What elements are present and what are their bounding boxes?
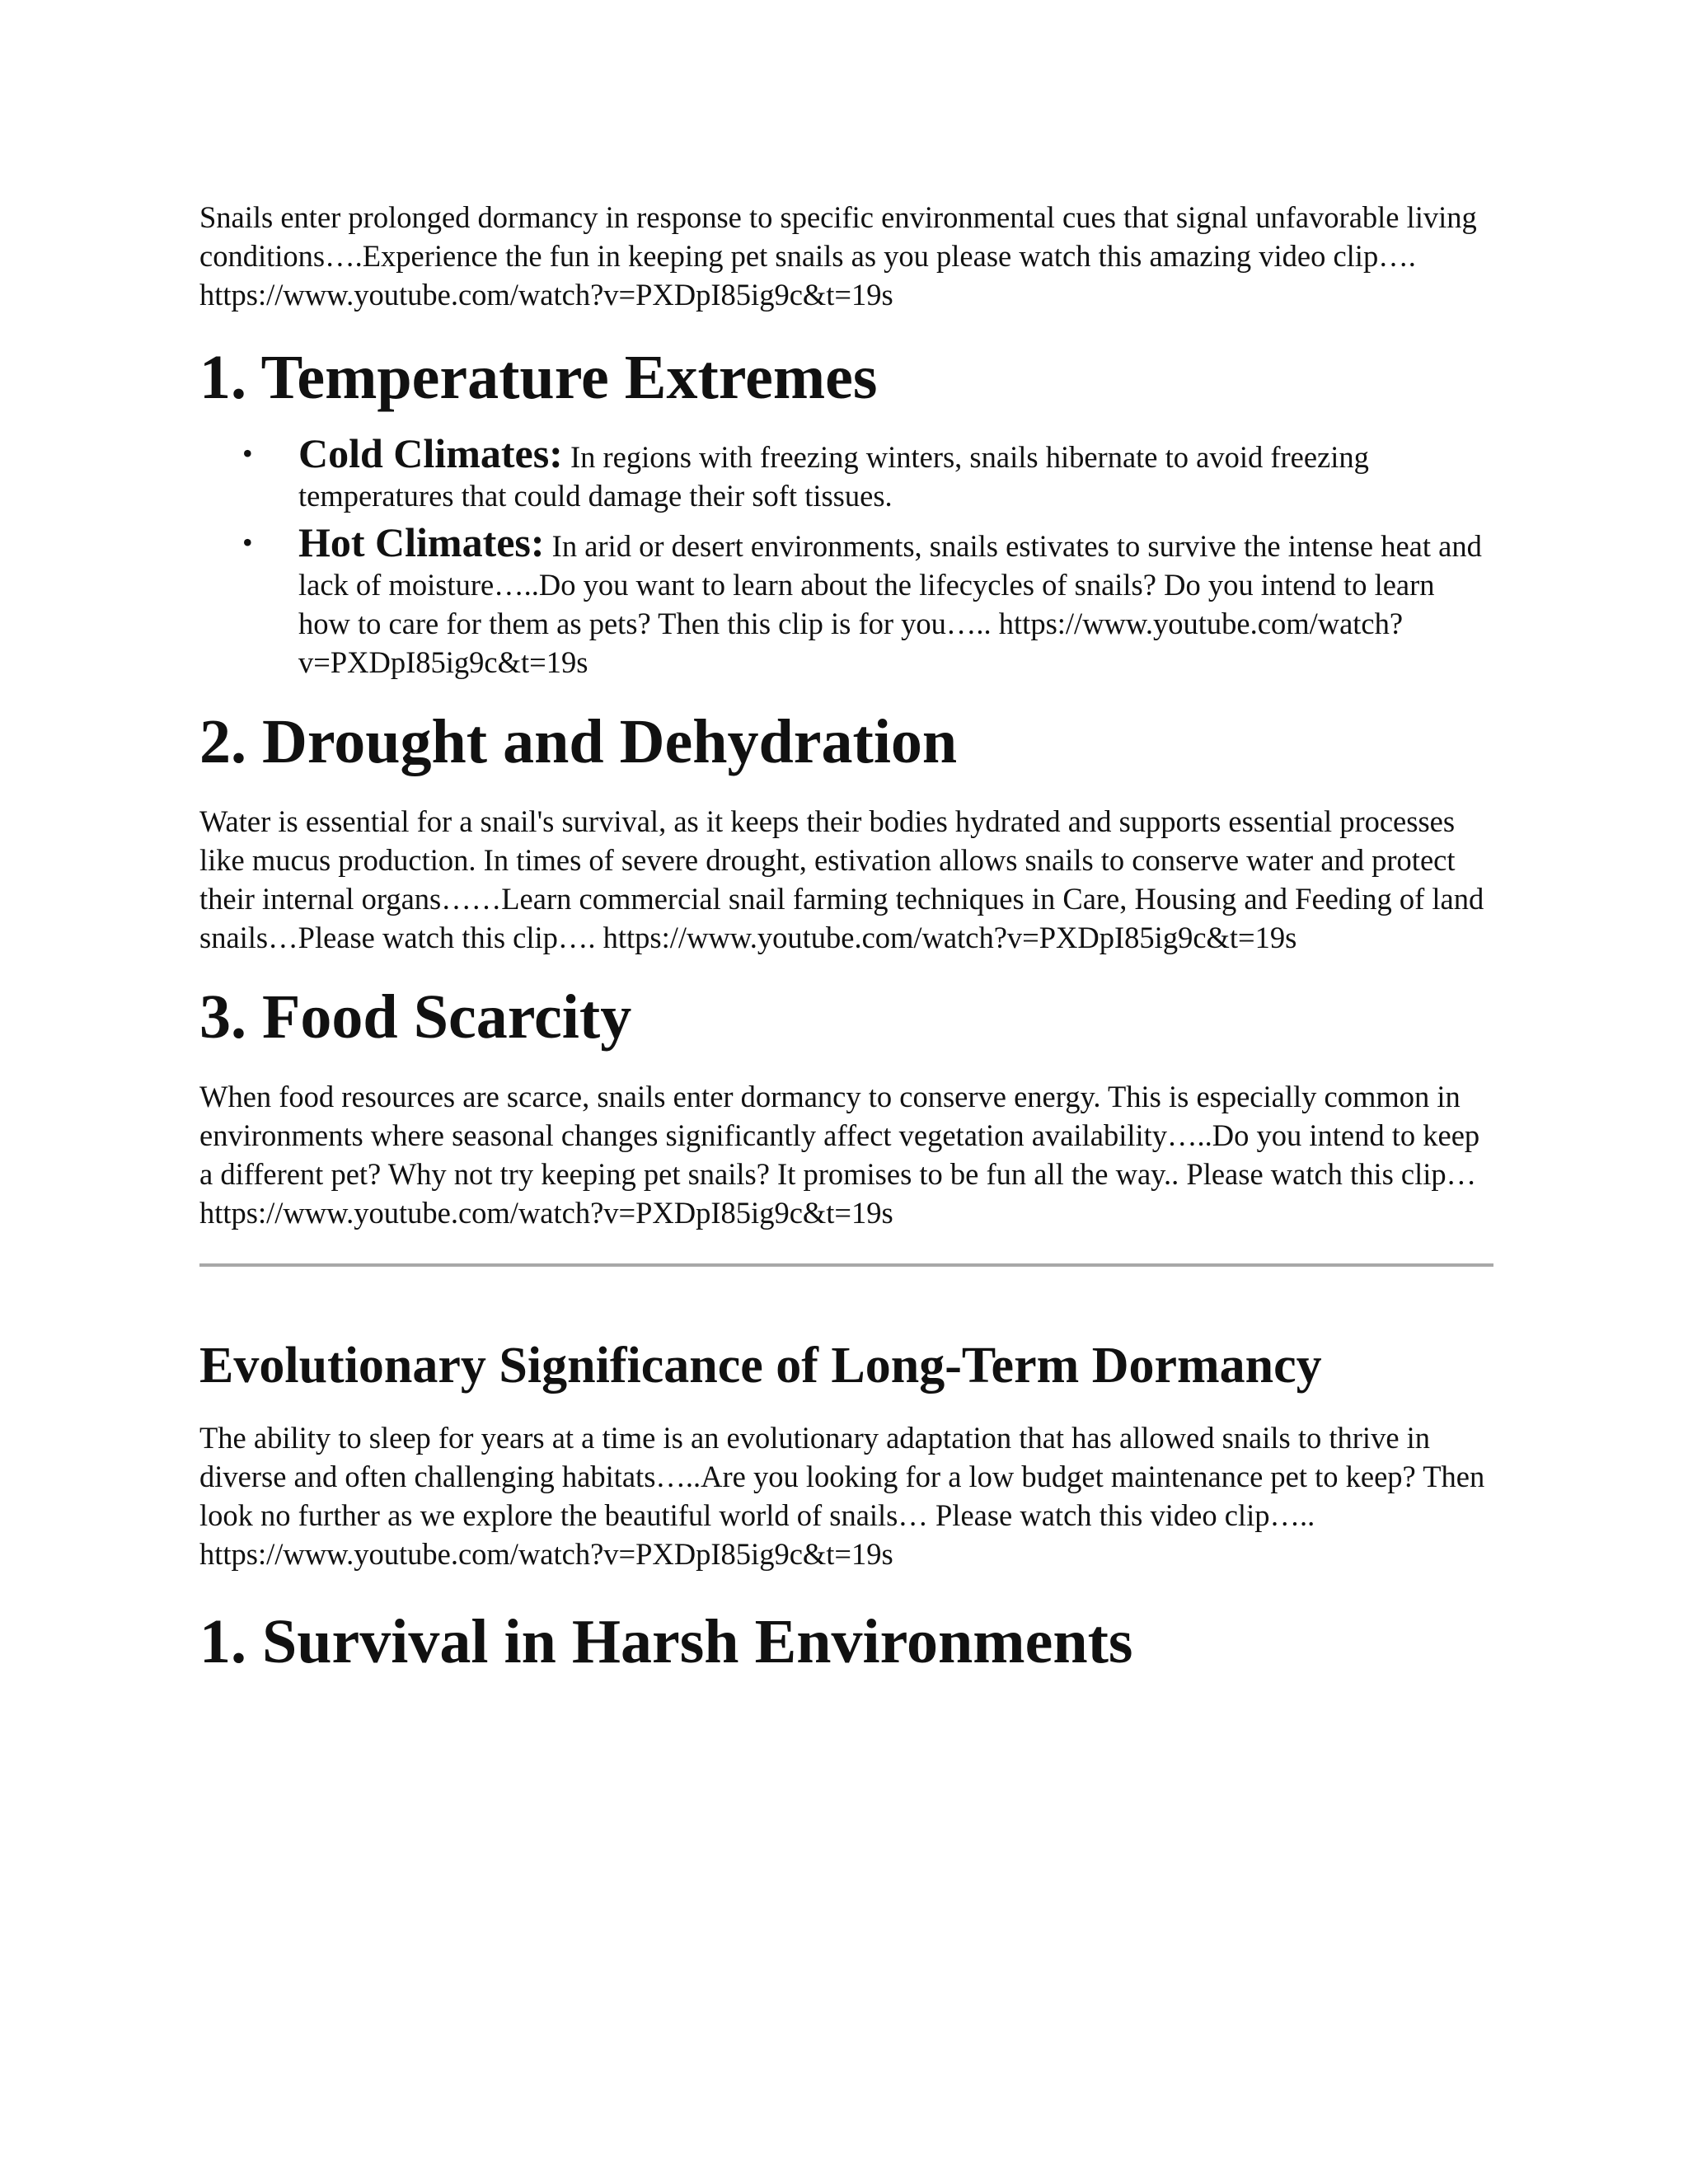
heading-temperature-extremes: 1. Temperature Extremes (199, 343, 878, 412)
horizontal-divider (199, 1263, 1493, 1267)
list-item-cold-climates (242, 430, 1493, 515)
heading-evolutionary-significance: Evolutionary Significance of Long-Term Dormancy (199, 1338, 1322, 1394)
list-item-hot-climates (242, 519, 1493, 682)
food-scarcity-paragraph: When food resources are scarce, snails enter dormancy to conserve energy. This is especially common in environments where seasonal changes significantly affect vegetation availability…..Do you intend to keep a different pet? Why not try keeping pet snails? It promises to be fun all the way.. Please watch this clip… https://www.youtube.com/watch?v=PXDpI85ig9c&t=19s (199, 1080, 1480, 1230)
heading-food-scarcity: 3. Food Scarcity (199, 982, 632, 1052)
bullet-dot: • (242, 437, 253, 470)
bullet-term: Cold Climates: (298, 430, 563, 476)
heading-drought-dehydration: 2. Drought and Dehydration (199, 707, 958, 776)
document-page (199, 198, 1493, 1677)
bullet-term: Hot Climates: (298, 519, 545, 565)
intro-paragraph: Snails enter prolonged dormancy in response to specific environmental cues that signal unfavorable living conditions….Experience the fun in keeping pet snails as you please watch this amazing video clip…. https://www.youtube.com/watch?v=PXDpI85ig9c&t=19s (199, 200, 1477, 312)
bullet-dot: • (242, 526, 253, 559)
evolution-paragraph: The ability to sleep for years at a time is an evolutionary adaptation that has allowed snails to thrive in diverse and often challenging habitats…..Are you looking for a low budget maintenance pet to keep? Then look no further as we explore the beautiful world of snails… Please watch this video clip….. https://www.youtube.com/watch?v=PXDpI85ig9c&t=19s (199, 1421, 1485, 1571)
bullet-text: In arid or desert environments, snails estivates to survive the intense heat and lack of moisture…..Do you want to learn about the lifecycles of snails? Do you intend to learn how to care for them as pets? Then this clip is for you….. https://www.youtube.com/watch?v=PXDpI85ig9c&t=19s (298, 529, 1482, 679)
bullet-text: In regions with freezing winters, snails hibernate to avoid freezing temperatures that could damage their soft tissues. (298, 440, 1369, 513)
temperature-bullet-list (199, 430, 1493, 682)
heading-survival-harsh-environments: 1. Survival in Harsh Environments (199, 1607, 1133, 1676)
drought-paragraph: Water is essential for a snail's survival, as it keeps their bodies hydrated and supports essential processes like mucus production. In times of severe drought, estivation allows snails to conserve water and protect their internal organs……Learn commercial snail farming techniques in Care, Housing and Feeding of land snails…Please watch this clip…. https://www.youtube.com/watch?v=PXDpI85ig9c&t=19s (199, 804, 1484, 954)
